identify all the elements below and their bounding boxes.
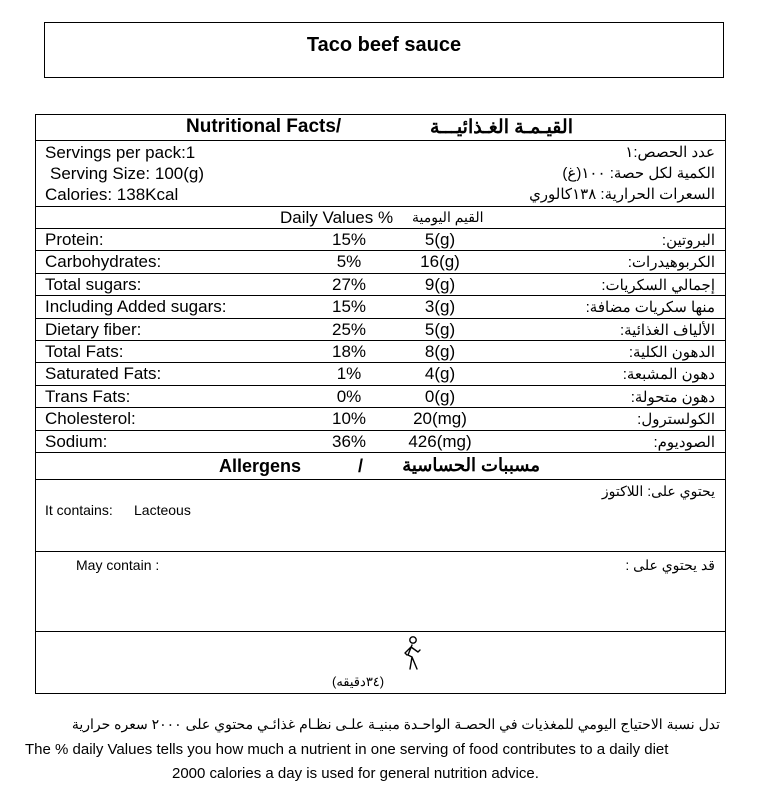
contains-label: It contains: — [45, 502, 113, 518]
servings-per-pack-ar: عدد الحصص:١ — [625, 144, 715, 161]
nutrient-name-ar: الكولسترول: — [637, 411, 715, 429]
serving-size: Serving Size: 100(g) — [50, 164, 205, 183]
nutrient-percent: 36% — [331, 431, 367, 451]
footer-note-line-1: The % daily Values tells you how much a nutrient in one serving of food contributes to a daily diet — [25, 741, 669, 758]
may-contain-label: May contain : — [76, 557, 160, 573]
nutrient-name-ar: الكربوهيدرات: — [627, 254, 715, 272]
may-contain-ar: قد يحتوي على : — [625, 557, 715, 573]
nutrient-name-ar: الصوديوم: — [653, 433, 715, 451]
nutrient-name: Cholesterol: — [45, 409, 136, 429]
nutrient-amount: 5(g) — [424, 230, 456, 249]
nutrient-row — [36, 386, 725, 408]
nutrient-amount: 9(g) — [424, 274, 456, 294]
nutrient-percent: 5% — [336, 252, 362, 272]
nutrient-row — [36, 408, 725, 430]
title-ar: القيـمـة الغـذائيـــة — [430, 117, 573, 138]
nutrient-name: Total sugars: — [45, 274, 142, 294]
nutrient-amount: 5(g) — [424, 319, 456, 339]
daily-values-header — [36, 207, 725, 229]
activity-block — [36, 632, 725, 693]
allergens-title-en: Allergens — [219, 456, 302, 476]
nutrition-panel — [35, 114, 726, 694]
nutrient-row — [36, 229, 725, 251]
nutrient-row — [36, 431, 725, 453]
daily-values-label-ar: القيم اليومية — [412, 209, 484, 225]
daily-values-label: Daily Values % — [280, 208, 394, 227]
nutrient-percent: 18% — [331, 342, 367, 361]
walking-person-icon — [398, 636, 426, 675]
serving-block — [36, 141, 725, 207]
nutrition-header — [36, 115, 725, 141]
contains-value: Lacteous — [134, 502, 191, 518]
nutrient-name: Carbohydrates: — [45, 252, 162, 272]
nutrient-name-ar: البروتين: — [661, 232, 715, 249]
contains-block — [36, 480, 725, 552]
allergens-title-ar: مسببات الحساسية — [402, 455, 540, 475]
nutrient-percent: 25% — [331, 319, 367, 339]
nutrient-name: Dietary fiber: — [45, 319, 142, 339]
may-contain-block — [36, 552, 725, 632]
product-title: Taco beef sauce — [44, 22, 724, 78]
nutrient-name: Saturated Fats: — [45, 364, 162, 384]
title-en: Nutritional Facts/ — [186, 116, 342, 137]
nutrient-name-ar: الدهون الكلية: — [628, 344, 715, 361]
nutrient-row — [36, 296, 725, 318]
allergens-header — [36, 453, 725, 480]
nutrient-name-ar: منها سكريات مضافة: — [585, 299, 715, 317]
nutrient-row — [36, 341, 725, 363]
nutrient-name-ar: دهون المشبعة: — [622, 366, 715, 384]
serving-size-ar: الكمية لكل حصة: ١٠٠(غ) — [562, 165, 715, 182]
nutrient-percent: 0% — [336, 386, 362, 406]
nutrient-name: Protein: — [45, 230, 104, 249]
nutrient-percent: 15% — [331, 297, 367, 317]
servings-per-pack: Servings per pack:1 — [45, 143, 196, 162]
nutrient-percent: 10% — [331, 409, 367, 429]
calories-ar: السعرات الحرارية: ١٣٨كالوري — [529, 186, 715, 203]
nutrient-name: Including Added sugars: — [45, 297, 227, 317]
nutrient-name: Total Fats: — [45, 342, 124, 361]
nutrient-name: Sodium: — [45, 431, 108, 451]
contains-ar: يحتوي على: اللاكتوز — [601, 483, 715, 499]
nutrient-amount: 8(g) — [424, 342, 456, 361]
calories: Calories: 138Kcal — [45, 185, 179, 204]
nutrient-amount: 426(mg) — [408, 431, 472, 451]
nutrient-row — [36, 251, 725, 273]
footer-arabic-note: تدل نسبة الاحتياج اليومي للمغذيات في الحصـة الواحـدة مبنيـة علـى نظـام غذائـي محتوي على ٢٠٠٠ سعره حرارية — [71, 716, 720, 732]
nutrient-amount: 20(mg) — [413, 409, 467, 429]
activity-duration: (٣٤دقيقه) — [332, 674, 385, 689]
nutrient-name: Trans Fats: — [45, 386, 131, 406]
nutrient-row — [36, 274, 725, 296]
nutrient-percent: 15% — [331, 230, 367, 249]
nutrient-amount: 4(g) — [424, 364, 456, 384]
nutrient-row — [36, 363, 725, 385]
nutrient-amount: 16(g) — [420, 252, 460, 272]
nutrient-name-ar: إجمالي السكريات: — [601, 276, 715, 294]
nutrient-percent: 1% — [336, 364, 362, 384]
nutrient-row — [36, 319, 725, 341]
nutrient-amount: 3(g) — [424, 297, 456, 317]
nutrient-name-ar: دهون متحولة: — [630, 388, 715, 406]
nutrient-amount: 0(g) — [424, 386, 456, 406]
nutrient-percent: 27% — [331, 274, 367, 294]
nutrient-name-ar: الألياف الغذائية: — [619, 321, 715, 339]
footer-note-line-2: 2000 calories a day is used for general nutrition advice. — [172, 765, 539, 782]
allergens-separator: / — [358, 456, 364, 476]
